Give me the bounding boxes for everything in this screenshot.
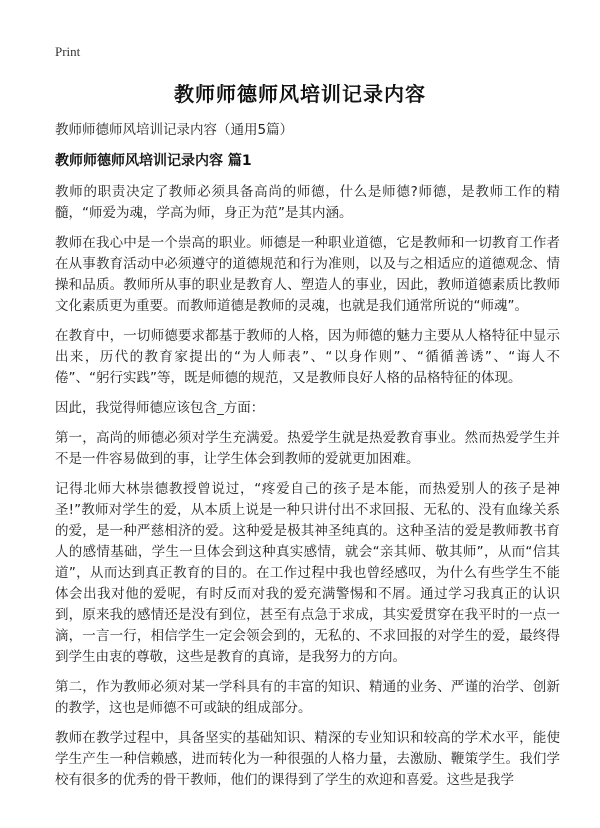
- paragraph: 在教育中，一切师德要求都基于教师的人格，因为师德的魅力主要从人格特征中显示出来，历代的教育家提出的“为人师表”、“以身作则”、“循循善诱”、“诲人不倦”、“躬行实践”等，既是师德的规范，又是教师良好人格的品格特征的体现。: [55, 328, 560, 386]
- document-title: 教师师德师风培训记录内容: [174, 82, 426, 106]
- paragraph: 教师在我心中是一个崇高的职业。师德是一种职业道德，它是教师和一切教育工作者在从事教育活动中必须遵守的道德规范和行为准则，以及与之相适应的道德观念、情操和品质。教师所从事的职业是教育人、塑造人的事业，因此，教师道德素质比教师文化素质更为重要。而教师道德是教师的灵魂，也就是我们通常所说的“师魂”。: [55, 235, 560, 314]
- paragraph: 第一，高尚的师德必须对学生充满爱。热爱学生就是热爱教育事业。然而热爱学生并不是一件容易做到的事，让学生体会到教师的爱就更加困难。: [55, 430, 560, 467]
- paragraph: 教师的职责决定了教师必须具备高尚的师德，什么是师德?师德，是教师工作的精髓，“师爱为魂，学高为师，身正为范”是其内涵。: [55, 184, 560, 221]
- document-subtitle: 教师师德师风培训记录内容（通用5篇）: [55, 122, 294, 138]
- paragraph: 第二，作为教师必须对某一学科具有的丰富的知识、精通的业务、严谨的治学、创新的教学，这也是师德不可或缺的组成部分。: [55, 679, 560, 716]
- paragraph: 记得北师大林崇德教授曾说过，“疼爱自己的孩子是本能，而热爱别人的孩子是神圣!”教师对学生的爱，从本质上说是一种只讲付出不求回报、无私的、没有血缘关系的爱，是一种严慈相济的爱。这种爱是极其神圣纯真的。这种圣洁的爱是教师教书育人的感情基础，学生一旦体会到这种真实感情，就会“亲其师、敬其师”，从而“信其道”，从而达到真正教育的目的。在工作过程中我也曾经感叹，为什么有些学生不能体会出我对他的爱呢，有时反而对我的爱充满警惕和不屑。通过学习我真正的认识到，原来我的感情还是没有到位，甚至有点急于求成，其实爱贯穿在我平时的一点一滴，一言一行，相信学生一定会领会到的，无私的、不求回报的对学生的爱，最终得到学生由衷的尊敬，这些是教育的真谛，是我努力的方向。: [55, 481, 560, 665]
- paragraph: 教师在教学过程中，具备坚实的基础知识、精深的专业知识和较高的学术水平，能使学生产生一种信赖感，进而转化为一种很强的人格力量，去激励、鞭策学生。我们学校有很多的优秀的骨干教师，他们的课得到了学生的欢迎和喜爱。这些是我学: [55, 730, 560, 788]
- document-body: [55, 182, 560, 800]
- print-label: Print: [55, 44, 81, 59]
- paragraph: 因此，我觉得师德应该包含_方面：: [55, 400, 265, 416]
- section-heading: 教师师德师风培训记录内容 篇1: [55, 153, 252, 169]
